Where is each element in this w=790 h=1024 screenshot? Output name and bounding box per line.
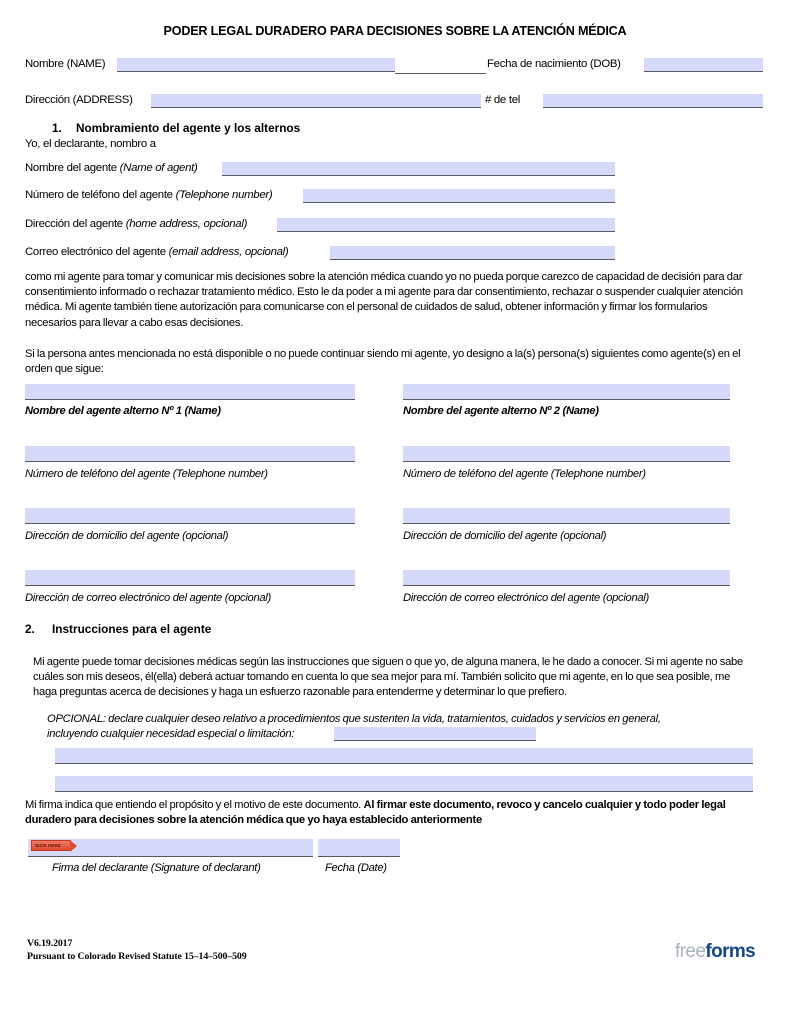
agent-email-label-text: Correo electrónico del agente xyxy=(25,246,166,258)
agent-phone-label-hint: (Telephone number) xyxy=(175,189,273,201)
name-input-extension-rule xyxy=(395,73,486,74)
alt2-name-input[interactable] xyxy=(403,384,730,400)
alt1-address-caption: Dirección de domicilio del agente (opcional) xyxy=(25,530,229,542)
alt2-address-caption: Dirección de domicilio del agente (opcional) xyxy=(403,530,607,542)
agent-address-input[interactable] xyxy=(277,218,615,232)
agent-name-label-hint: (Name of agent) xyxy=(119,162,198,174)
freeforms-logo-free: free xyxy=(675,941,706,962)
optional-wishes-input-line-1[interactable] xyxy=(334,727,536,741)
alt1-name-input[interactable] xyxy=(25,384,355,400)
agent-address-label xyxy=(25,218,247,230)
alt2-address-input[interactable] xyxy=(403,508,730,524)
agent-address-label-text: Dirección del agente xyxy=(25,218,123,230)
date-caption: Fecha (Date) xyxy=(325,862,387,874)
agent-name-input[interactable] xyxy=(222,162,615,176)
alt1-address-input[interactable] xyxy=(25,508,355,524)
address-label: Dirección (ADDRESS) xyxy=(25,94,133,106)
closing-statement-bold-1: Al firmar este documento, revoco y cancelo cualquier y todo xyxy=(363,799,667,811)
section2-title: Instrucciones para el agente xyxy=(52,622,212,636)
sign-here-tag-icon xyxy=(31,840,71,851)
phone-label: # de tel xyxy=(485,94,520,106)
closing-statement-normal: Mi firma indica que entiendo el propósito y el motivo de este documento. xyxy=(25,799,364,811)
signature-date-input[interactable] xyxy=(318,839,400,857)
closing-statement xyxy=(25,798,765,828)
alt2-email-input[interactable] xyxy=(403,570,730,586)
alt2-name-caption: Nombre del agente alterno Nº 2 (Name) xyxy=(403,405,599,417)
sign-here-tag-label: SIGN HERE xyxy=(35,843,61,848)
alt1-name-caption: Nombre del agente alterno Nº 1 (Name) xyxy=(25,405,221,417)
section1-intro: Yo, el declarante, nombro a xyxy=(25,138,156,150)
alt1-phone-caption: Número de teléfono del agente (Telephone number) xyxy=(25,468,268,480)
footer-version: V6.19.2017 xyxy=(27,938,73,949)
address-input[interactable] xyxy=(151,94,481,108)
freeforms-logo xyxy=(675,941,755,963)
alt1-email-input[interactable] xyxy=(25,570,355,586)
agent-address-label-hint: (home address, opcional) xyxy=(125,218,248,230)
alt2-phone-caption: Número de teléfono del agente (Telephone number) xyxy=(403,468,646,480)
alt1-email-caption: Dirección de correo electrónico del agente (opcional) xyxy=(25,592,271,604)
agent-email-label-hint: (email address, opcional) xyxy=(168,246,289,258)
alt2-email-caption: Dirección de correo electrónico del agente (opcional) xyxy=(403,592,649,604)
section1-paragraph-1: como mi agente para tomar y comunicar mis decisiones sobre la atención médica cuando yo no pueda porque carezco de capacidad de decisión para dar consentimiento informado o rechazar tratamiento médico. Esto le da poder a mi agente para dar consentimiento, rechazar o suspender cualquier atención médica. Mi agente también tiene autorización para comunicarse con el personal de cuidados de salud, obtener información y firmar los formularios necesarios para llevar a cabo esas decisiones. xyxy=(25,271,743,329)
phone-input[interactable] xyxy=(543,94,763,108)
footer-statute: Pursuant to Colorado Revised Statute 15–14–500–509 xyxy=(27,951,247,962)
dob-input[interactable] xyxy=(644,58,763,72)
agent-name-label xyxy=(25,162,197,174)
agent-name-label-text: Nombre del agente xyxy=(25,162,117,174)
section2-paragraph: Mi agente puede tomar decisiones médicas según las instrucciones que siguen o que yo, de alguna manera, le he dado a conocer. Si mi agente no sabe cuáles son mis deseos, él(ella) deberá actuar tomando en cuenta lo que sea mejor para mí. También solicito que mi agente, en lo que sea posible, me haga preguntas acerca de decisiones y haga un esfuerzo razonable para entenderme y determinar lo que prefiero. xyxy=(33,656,743,699)
freeforms-logo-forms: forms xyxy=(705,941,756,962)
name-label: Nombre (NAME) xyxy=(25,58,106,70)
signature-caption: Firma del declarante (Signature of declarant) xyxy=(52,862,261,874)
alt2-phone-input[interactable] xyxy=(403,446,730,462)
section2-number: 2. xyxy=(25,622,35,636)
section1-paragraph-2: Si la persona antes mencionada no está disponible o no puede continuar siendo mi agente, yo designo a la(s) persona(s) siguientes como agente(s) en el orden que sigue: xyxy=(25,348,741,376)
agent-phone-label-text: Número de teléfono del agente xyxy=(25,189,173,201)
page-title: PODER LEGAL DURADERO PARA DECISIONES SOBRE LA ATENCIÓN MÉDICA xyxy=(163,24,627,38)
alt1-phone-input[interactable] xyxy=(25,446,355,462)
agent-phone-label xyxy=(25,189,272,201)
section2-optional-line-2: incluyendo cualquier necesidad especial o limitación: xyxy=(47,728,295,740)
name-input[interactable] xyxy=(117,58,395,72)
dob-label: Fecha de nacimiento (DOB) xyxy=(487,58,621,70)
optional-wishes-input-line-2[interactable] xyxy=(55,748,753,764)
agent-email-input[interactable] xyxy=(330,246,615,260)
agent-phone-input[interactable] xyxy=(303,189,615,203)
section1-number: 1. xyxy=(52,121,62,135)
section2-optional-line-1: OPCIONAL: declare cualquier deseo relativo a procedimientos que sustenten la vida, tratamientos, cuidados y servicios en general, xyxy=(47,713,661,725)
closing-statement-bold-2: poder legal duradero para decisiones sobre la atención médica que yo haya establecido anteriormente xyxy=(25,799,726,827)
section1-title: Nombramiento del agente y los alternos xyxy=(76,121,301,135)
optional-wishes-input-line-3[interactable] xyxy=(55,776,753,792)
agent-email-label xyxy=(25,246,288,258)
